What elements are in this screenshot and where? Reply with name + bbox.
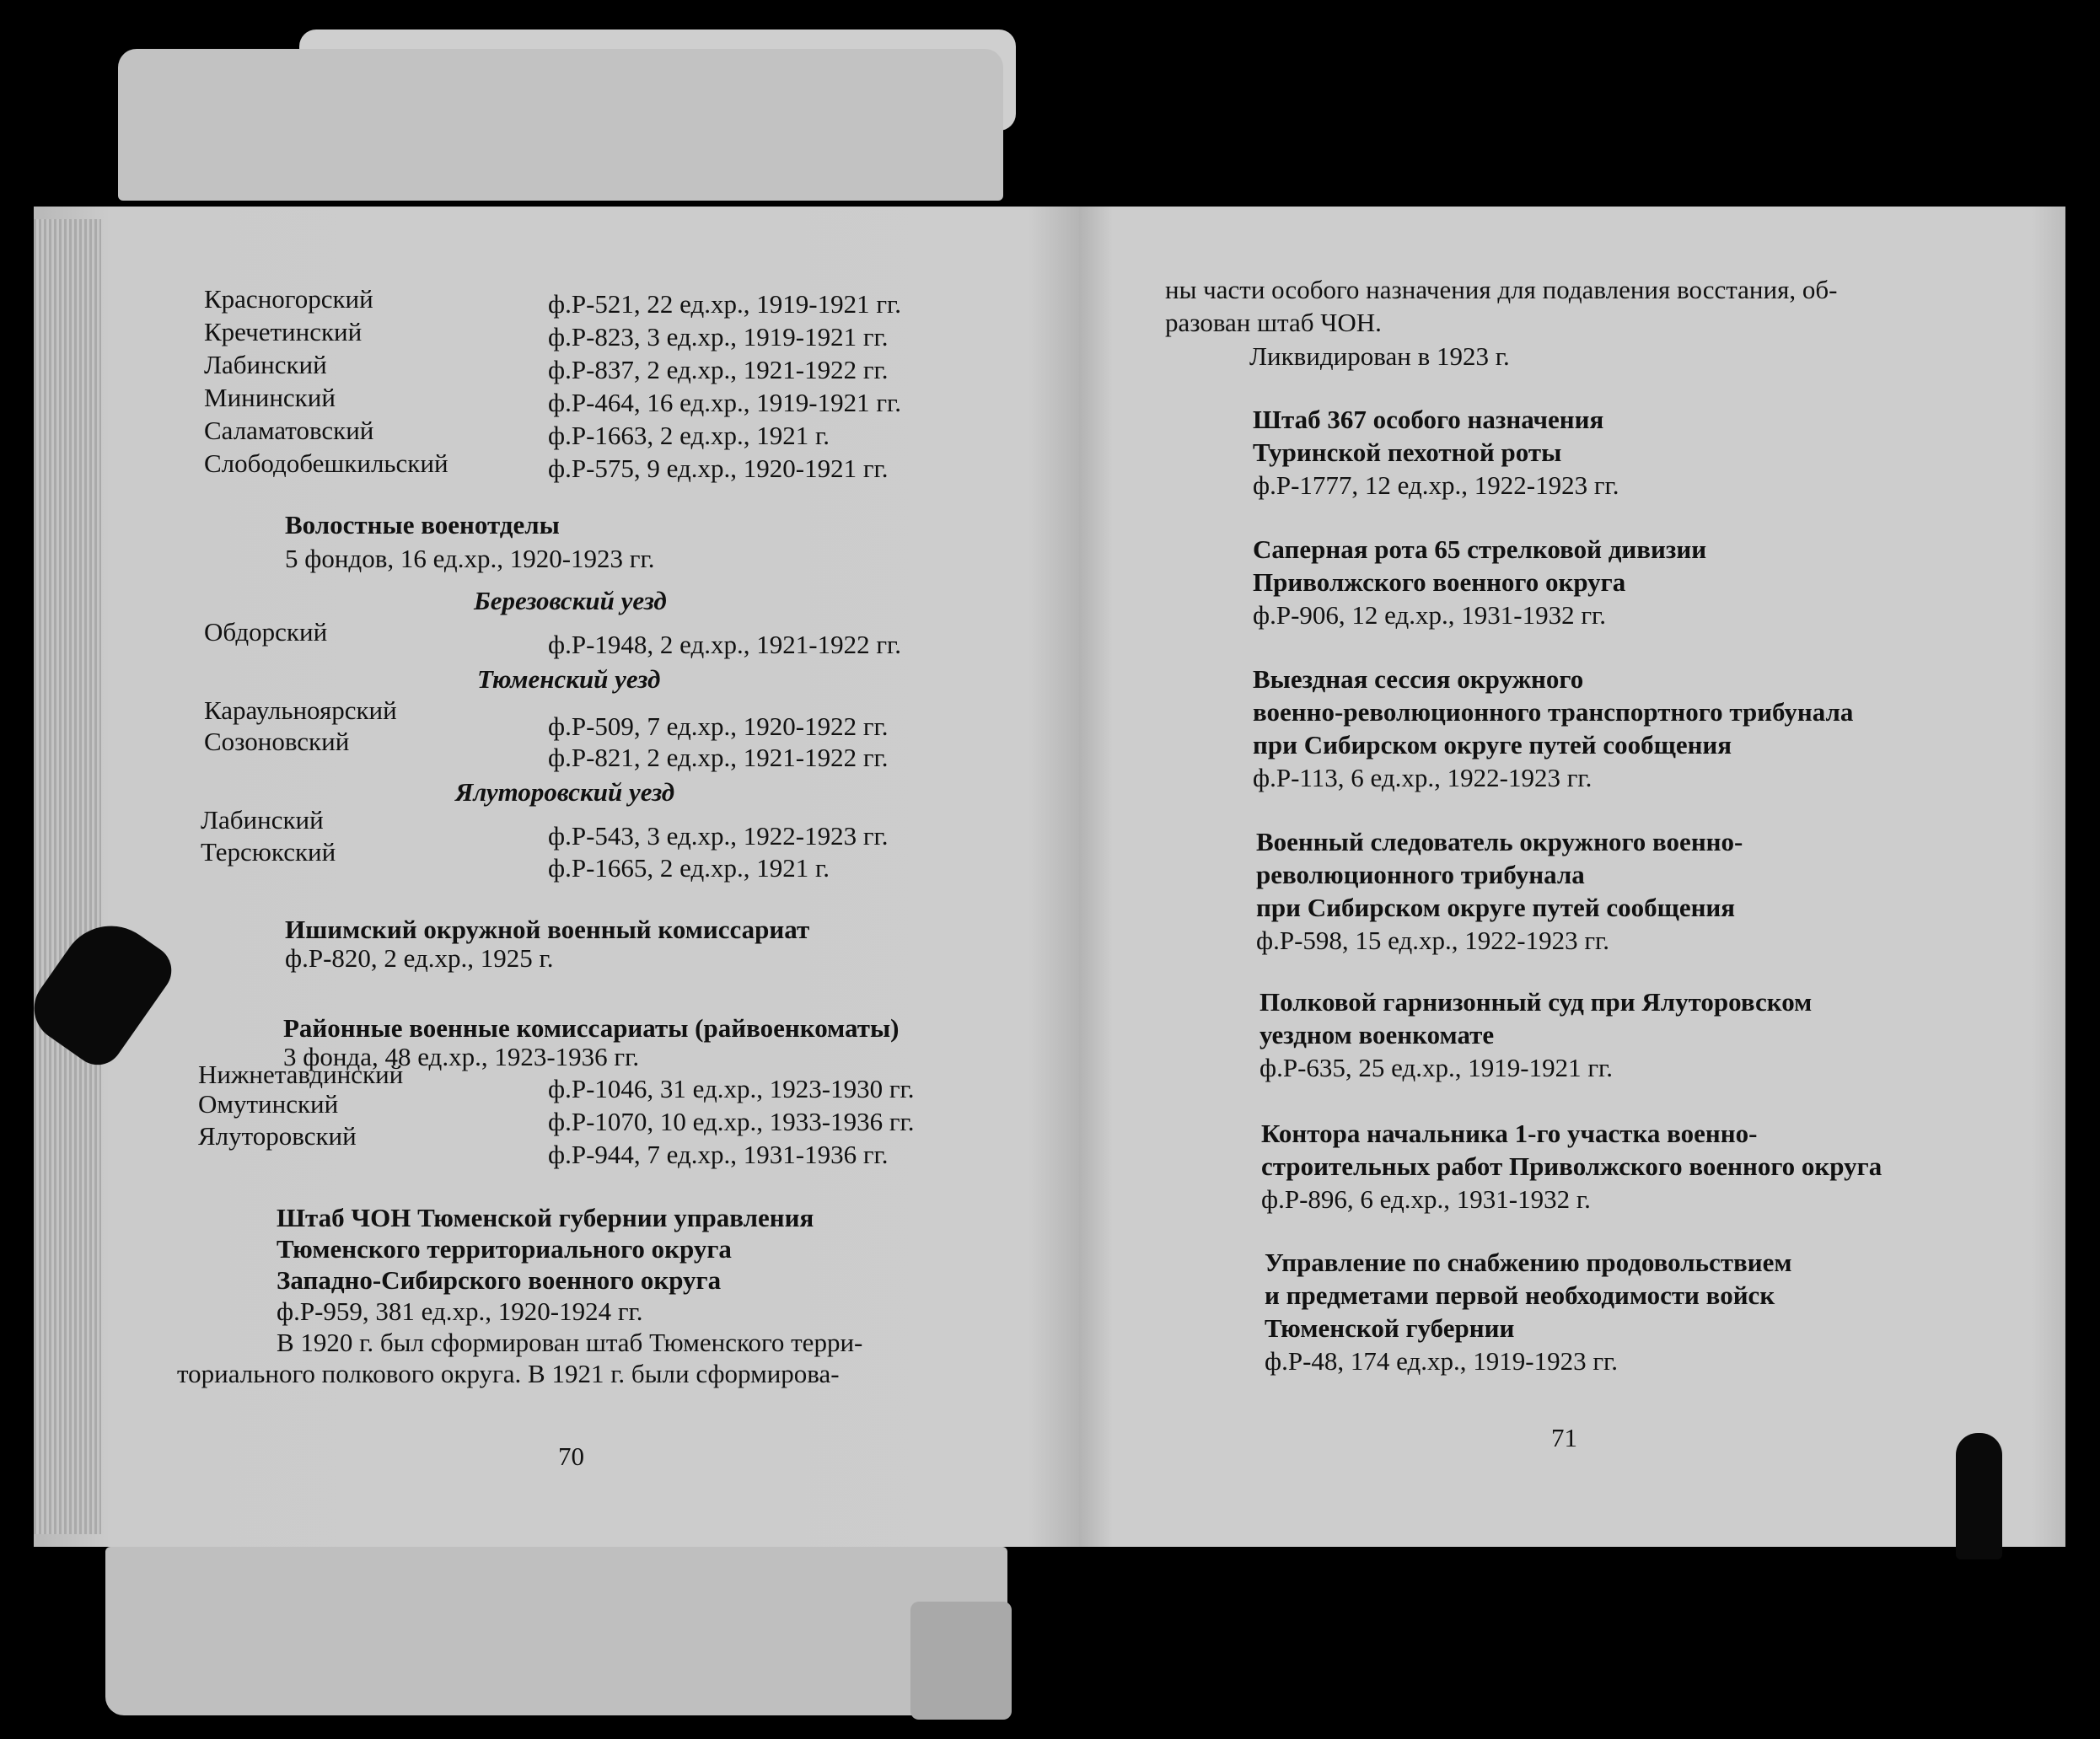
entry-ref: ф.Р-598, 15 ед.хр., 1922-1923 гг. [1256,926,1610,955]
entry-heading: военно-революционного транспортного трибунала [1253,697,1854,727]
entry-heading: Контора начальника 1-го участка военно- [1261,1119,1758,1148]
list-item-name: Созоновский [204,727,350,756]
list-item-name: Лабинский [201,805,324,835]
section-heading: Районные военные комиссариаты (райвоенкоматы) [283,1013,900,1043]
entry-ref: ф.Р-635, 25 ед.хр., 1919-1921 гг. [1259,1053,1614,1082]
list-item-ref: ф.Р-521, 22 ед.хр., 1919-1921 гг. [548,289,902,319]
section-ref: ф.Р-820, 2 ед.хр., 1925 г. [285,943,554,973]
subsection-heading: Березовский уезд [474,586,667,615]
page-edges [34,219,101,1534]
list-item-name: Лабинский [204,350,327,379]
list-item-ref: ф.Р-509, 7 ед.хр., 1920-1922 гг. [548,711,889,741]
list-item-ref: ф.Р-1663, 2 ед.хр., 1921 г. [548,421,830,450]
entry-heading: Военный следователь окружного военно- [1256,827,1743,856]
list-item-name: Красногорский [204,284,373,314]
book-block-bottom [105,1547,1007,1715]
list-item-ref: ф.Р-944, 7 ед.хр., 1931-1936 гг. [548,1140,889,1169]
entry-heading: Туринской пехотной роты [1253,437,1562,467]
section-heading: Штаб ЧОН Тюменской губернии управления [277,1203,814,1232]
entry-ref: ф.Р-113, 6 ед.хр., 1922-1923 гг. [1253,763,1592,792]
entry-heading: Саперная рота 65 стрелковой дивизии [1253,534,1707,564]
list-item-ref: ф.Р-464, 16 ед.хр., 1919-1921 гг. [548,388,902,417]
section-heading: Западно-Сибирского военного округа [277,1265,722,1295]
paragraph-line: ны части особого назначения для подавления восстания, об- [1165,275,1838,304]
subsection-heading: Ялуторовский уезд [455,777,675,807]
entry-heading: Полковой гарнизонный суд при Ялуторовском [1259,987,1813,1017]
list-item-ref: ф.Р-575, 9 ед.хр., 1920-1921 гг. [548,454,889,483]
list-item-ref: ф.Р-1948, 2 ед.хр., 1921-1922 гг. [548,630,902,659]
page-number: 70 [558,1441,584,1471]
paragraph-line: Ликвидирован в 1923 г. [1249,341,1510,371]
book-block-bottom-corner [910,1602,1012,1720]
list-item-ref: ф.Р-543, 3 ед.хр., 1922-1923 гг. [548,821,889,851]
entry-heading: Тюменской губернии [1265,1313,1515,1343]
entry-ref: ф.Р-1777, 12 ед.хр., 1922-1923 гг. [1253,470,1619,500]
entry-ref: ф.Р-906, 12 ед.хр., 1931-1932 гг. [1253,600,1607,630]
entry-heading: Управление по снабжению продовольствием [1265,1248,1792,1277]
entry-heading: Приволжского военного округа [1253,567,1626,597]
list-item-name: Нижнетавдинский [198,1060,404,1089]
list-item-name: Караульноярский [204,695,397,725]
list-item-ref: ф.Р-837, 2 ед.хр., 1921-1922 гг. [548,355,889,384]
list-item-ref: ф.Р-821, 2 ед.хр., 1921-1922 гг. [548,743,889,772]
page-number: 71 [1551,1423,1577,1452]
book-block-top [118,49,1003,201]
entry-heading: революционного трибунала [1256,860,1585,889]
section-summary: 3 фонда, 48 ед.хр., 1923-1936 гг. [283,1042,640,1071]
entry-heading: уездном военкомате [1259,1020,1495,1049]
list-item-name: Мининский [204,383,336,412]
list-item-name: Терсюкский [201,837,336,867]
entry-ref: ф.Р-48, 174 ед.хр., 1919-1923 гг. [1265,1346,1619,1376]
list-item-name: Омутинский [198,1089,339,1119]
list-item-ref: ф.Р-823, 3 ед.хр., 1919-1921 гг. [548,322,889,352]
section-heading: Ишимский окружной военный комиссариат [285,915,810,944]
section-ref: ф.Р-959, 381 ед.хр., 1920-1924 гг. [277,1296,643,1326]
entry-heading: и предметами первой необходимости войск [1265,1280,1775,1310]
section-heading: Волостные военотделы [285,510,560,539]
list-item-name: Саламатовский [204,416,374,445]
entry-heading: строительных работ Приволжского военного округа [1261,1151,1882,1181]
list-item-ref: ф.Р-1046, 31 ед.хр., 1923-1930 гг. [548,1074,915,1103]
entry-heading: при Сибирском округе путей сообщения [1256,893,1736,922]
section-summary: 5 фондов, 16 ед.хр., 1920-1923 гг. [285,544,655,573]
list-item-name: Обдорский [204,617,328,647]
list-item-name: Кречетинский [204,317,363,346]
list-item-ref: ф.Р-1665, 2 ед.хр., 1921 г. [548,853,830,883]
paragraph-line: ториального полкового округа. В 1921 г. были сформирова- [177,1359,840,1388]
list-item-name: Слободобешкильский [204,448,448,478]
entry-heading: Выездная сессия окружного [1253,664,1584,694]
section-heading: Тюменского территориального округа [277,1234,732,1264]
entry-heading: при Сибирском округе путей сообщения [1253,730,1732,759]
list-item-ref: ф.Р-1070, 10 ед.хр., 1933-1936 гг. [548,1107,915,1136]
subsection-heading: Тюменский уезд [477,664,661,694]
entry-ref: ф.Р-896, 6 ед.хр., 1931-1932 г. [1261,1184,1591,1214]
page-clip-right [1956,1433,2002,1559]
paragraph-line: В 1920 г. был сформирован штаб Тюменского терри- [277,1328,863,1357]
list-item-name: Ялуторовский [198,1121,357,1151]
entry-heading: Штаб 367 особого назначения [1253,405,1604,434]
paragraph-line: разован штаб ЧОН. [1165,308,1382,337]
